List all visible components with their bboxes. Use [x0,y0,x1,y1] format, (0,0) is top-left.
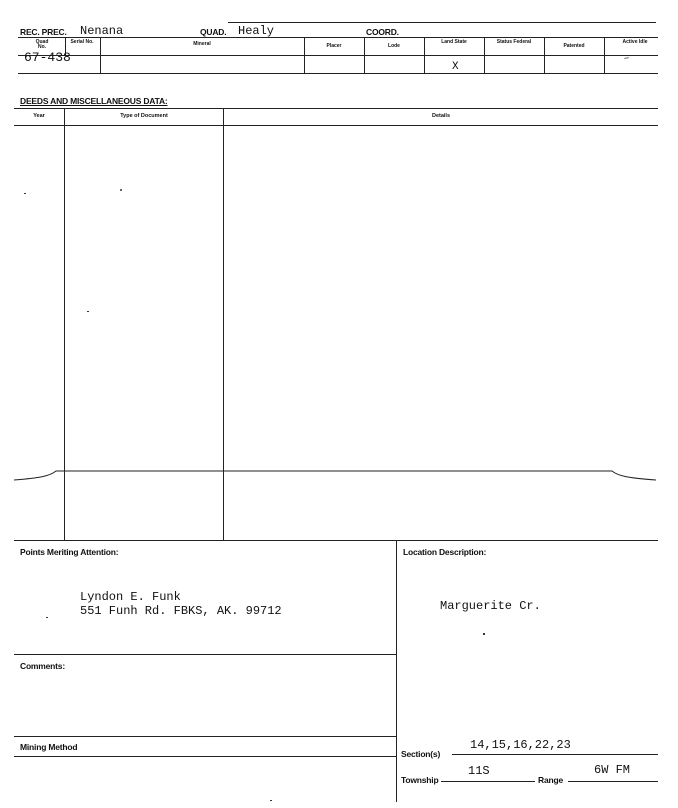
points-name: Lyndon E. Funk [80,590,181,604]
township-value: 11S [468,764,490,778]
deeds-col-details: Details [431,113,451,119]
section-value: 14,15,16,22,23 [470,738,571,752]
deeds-rule-top [14,108,658,109]
header-divider [304,37,305,73]
col-lode: Lode [388,43,400,49]
comments-label: Comments: [20,661,65,671]
scan-speck [120,189,122,191]
section-label: Section(s) [401,749,441,759]
points-address: 551 Funh Rd. FBKS, AK. 99712 [80,604,282,618]
mining-rule-top [14,736,396,737]
mining-rule-bottom [14,756,396,757]
active-idle-mark: ~ [622,53,631,65]
points-label: Points Meriting Attention: [20,547,119,557]
header-divider [424,37,425,73]
scan-speck [87,311,89,312]
col-mineral: Mineral [193,41,211,47]
quad-value: Healy [238,24,275,38]
col-land-state: Land State [441,39,467,45]
header-top-rule [228,22,656,23]
township-label: Township [401,775,439,785]
fold-line [0,462,678,486]
header-divider [604,37,605,73]
header-divider [484,37,485,73]
location-value: Marguerite Cr. [440,599,541,613]
land-state-mark: X [452,61,459,73]
comments-rule [14,654,396,655]
deeds-col-year: Year [33,113,45,119]
header-rule-2 [18,55,658,56]
deeds-title: DEEDS AND MISCELLANEOUS DATA: [20,96,168,106]
range-underline [568,781,658,782]
section-underline [452,754,658,755]
scan-speck [24,193,26,194]
col-placer: Placer [326,43,342,49]
mining-label: Mining Method [20,742,78,752]
header-divider [544,37,545,73]
scan-speck [46,617,48,618]
rec-prec-label: REC. PREC. [20,27,67,37]
range-value: 6W FM [594,763,631,777]
quad-label: QUAD. [200,27,227,37]
header-divider [364,37,365,73]
location-label: Location Description: [403,547,487,557]
coord-label: COORD. [366,27,399,37]
col-status-federal: Status Federal [496,39,532,45]
col-active-idle: Active Idle [622,39,648,45]
quad-no-value: 67-438 [24,50,71,65]
rec-prec-value: Nenana [80,24,124,38]
deeds-col-type: Type of Document [120,113,168,119]
township-underline [441,781,535,782]
lower-divider [396,540,397,802]
deeds-rule-header [14,125,658,126]
header-rule-1 [18,37,658,38]
col-quad-no: Quad No. [35,39,49,50]
col-serial-no: Serial No. [70,39,94,45]
range-label: Range [538,775,563,785]
deeds-rule-bottom [14,540,658,541]
scan-speck [483,633,485,635]
col-patented: Patented [563,43,585,49]
scan-speck [270,800,272,801]
header-rule-3 [18,73,658,74]
